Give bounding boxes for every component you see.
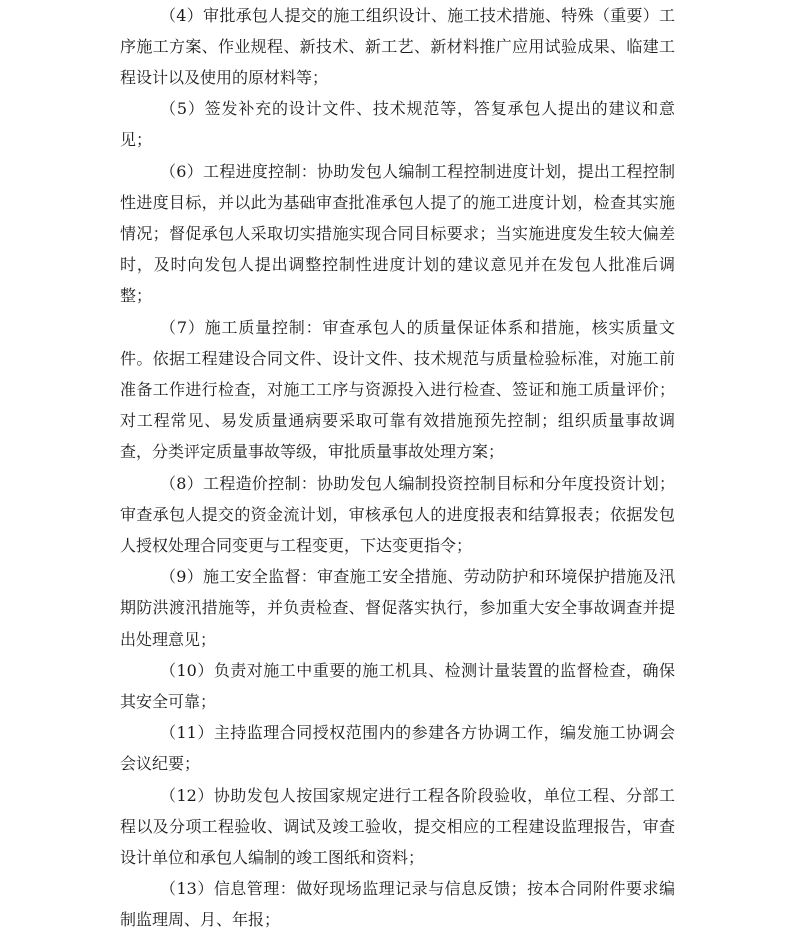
paragraph-item-7: （7）施工质量控制：审查承包人的质量保证体系和措施，核实质量文件。依据工程建设合同文件、设计文件、技术规范与质量检验标准，对施工前准备工作进行检查，对施工工序与资源投入进行检查、签证和施工质量评价；对工程常见、易发质量通病要采取可靠有效措施预先控制；组织质量事故调查，分类评定质量事故等级，审批质量事故处理方案； bbox=[120, 317, 675, 462]
paragraph-item-4: （4）审批承包人提交的施工组织设计、施工技术措施、特殊（重要）工序施工方案、作业规程、新技术、新工艺、新材料推广应用试验成果、临建工程设计以及使用的原材料等； bbox=[120, 5, 675, 87]
paragraph-item-13: （13）信息管理：做好现场监理记录与信息反馈；按本合同附件要求编制监理周、月、年报； bbox=[120, 879, 675, 930]
document-page bbox=[120, 0, 675, 930]
paragraph-item-10: （10）负责对施工中重要的施工机具、检测计量装置的监督检查，确保其安全可靠； bbox=[120, 660, 675, 711]
paragraph-item-8: （8）工程造价控制：协助发包人编制投资控制目标和分年度投资计划；审查承包人提交的资金流计划，审核承包人的进度报表和结算报表；依据发包人授权处理合同变更与工程变更，下达变更指令； bbox=[120, 473, 675, 555]
paragraph-item-5: （5）签发补充的设计文件、技术规范等，答复承包人提出的建议和意见； bbox=[120, 99, 675, 150]
paragraph-item-11: （11）主持监理合同授权范围内的参建各方协调工作，编发施工协调会会议纪要； bbox=[120, 723, 675, 774]
paragraph-item-12: （12）协助发包人按国家规定进行工程各阶段验收，单位工程、分部工程以及分项工程验收、调试及竣工验收，提交相应的工程建设监理报告，审查设计单位和承包人编制的竣工图纸和资料； bbox=[120, 785, 675, 867]
paragraph-item-9: （9）施工安全监督：审查施工安全措施、劳动防护和环境保护措施及汛期防洪渡汛措施等，并负责检查、督促落实执行，参加重大安全事故调查并提出处理意见； bbox=[120, 567, 675, 649]
paragraph-item-6: （6）工程进度控制：协助发包人编制工程控制进度计划，提出工程控制性进度目标，并以此为基础审查批准承包人提了的施工进度计划，检查其实施情况；督促承包人采取切实措施实现合同目标要求；当实施进度发生较大偏差时，及时向发包人提出调整控制性进度计划的建议意见并在发包人批准后调整； bbox=[120, 161, 675, 306]
